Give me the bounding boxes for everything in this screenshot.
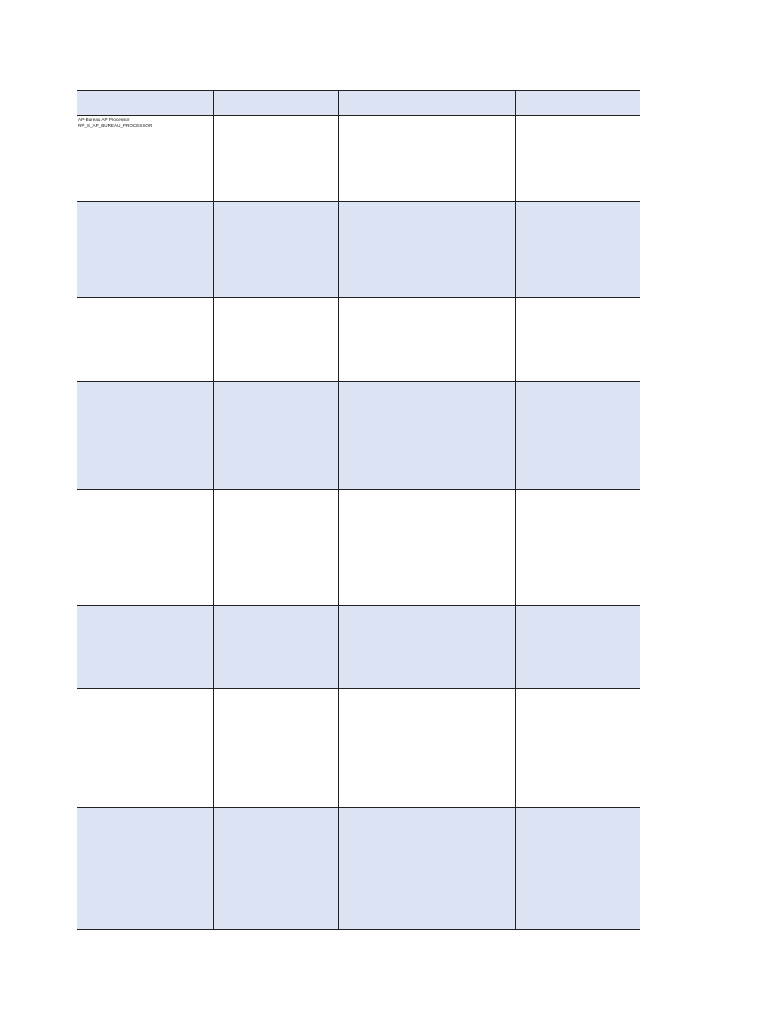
table-row bbox=[77, 91, 640, 116]
table-row bbox=[77, 490, 640, 606]
description-cell bbox=[214, 606, 339, 688]
table-row bbox=[77, 689, 640, 808]
table-row bbox=[77, 382, 640, 490]
justification-cell bbox=[516, 689, 640, 807]
justification-cell bbox=[516, 116, 640, 201]
conflicts-cell bbox=[339, 298, 516, 381]
table-row bbox=[77, 116, 640, 202]
conflicts-cell bbox=[339, 91, 516, 115]
role-cell bbox=[77, 808, 214, 930]
roles-table bbox=[77, 90, 640, 930]
justification-cell bbox=[516, 490, 640, 605]
role-cell bbox=[77, 490, 214, 605]
role-cell bbox=[77, 116, 214, 201]
table-row bbox=[77, 606, 640, 689]
justification-cell bbox=[516, 606, 640, 688]
conflicts-cell bbox=[339, 382, 516, 489]
justification-cell bbox=[516, 298, 640, 381]
description-cell bbox=[214, 202, 339, 297]
role-cell bbox=[77, 689, 214, 807]
conflicts-cell bbox=[339, 689, 516, 807]
table-row bbox=[77, 808, 640, 930]
description-cell bbox=[214, 689, 339, 807]
conflicts-cell bbox=[339, 116, 516, 201]
justification-cell bbox=[516, 202, 640, 297]
description-cell bbox=[214, 298, 339, 381]
conflicts-cell bbox=[339, 202, 516, 297]
role-cell bbox=[77, 202, 214, 297]
table-row bbox=[77, 202, 640, 298]
role-line: AP-Bureau AP Processor bbox=[78, 117, 130, 122]
conflicts-cell bbox=[339, 808, 516, 930]
description-cell bbox=[214, 808, 339, 930]
conflicts-cell bbox=[339, 490, 516, 605]
description-cell bbox=[214, 116, 339, 201]
role-cell bbox=[77, 91, 214, 115]
conflicts-cell bbox=[339, 606, 516, 688]
description-cell bbox=[214, 91, 339, 115]
justification-cell bbox=[516, 382, 640, 489]
description-cell bbox=[214, 490, 339, 605]
table-row bbox=[77, 298, 640, 382]
role-line: RP_S_AP_BUREAU_PROCESSOR bbox=[78, 123, 153, 129]
role-cell bbox=[77, 382, 214, 489]
role-cell bbox=[77, 606, 214, 688]
justification-cell bbox=[516, 808, 640, 930]
description-cell bbox=[214, 382, 339, 489]
justification-cell bbox=[516, 91, 640, 115]
role-cell bbox=[77, 298, 214, 381]
